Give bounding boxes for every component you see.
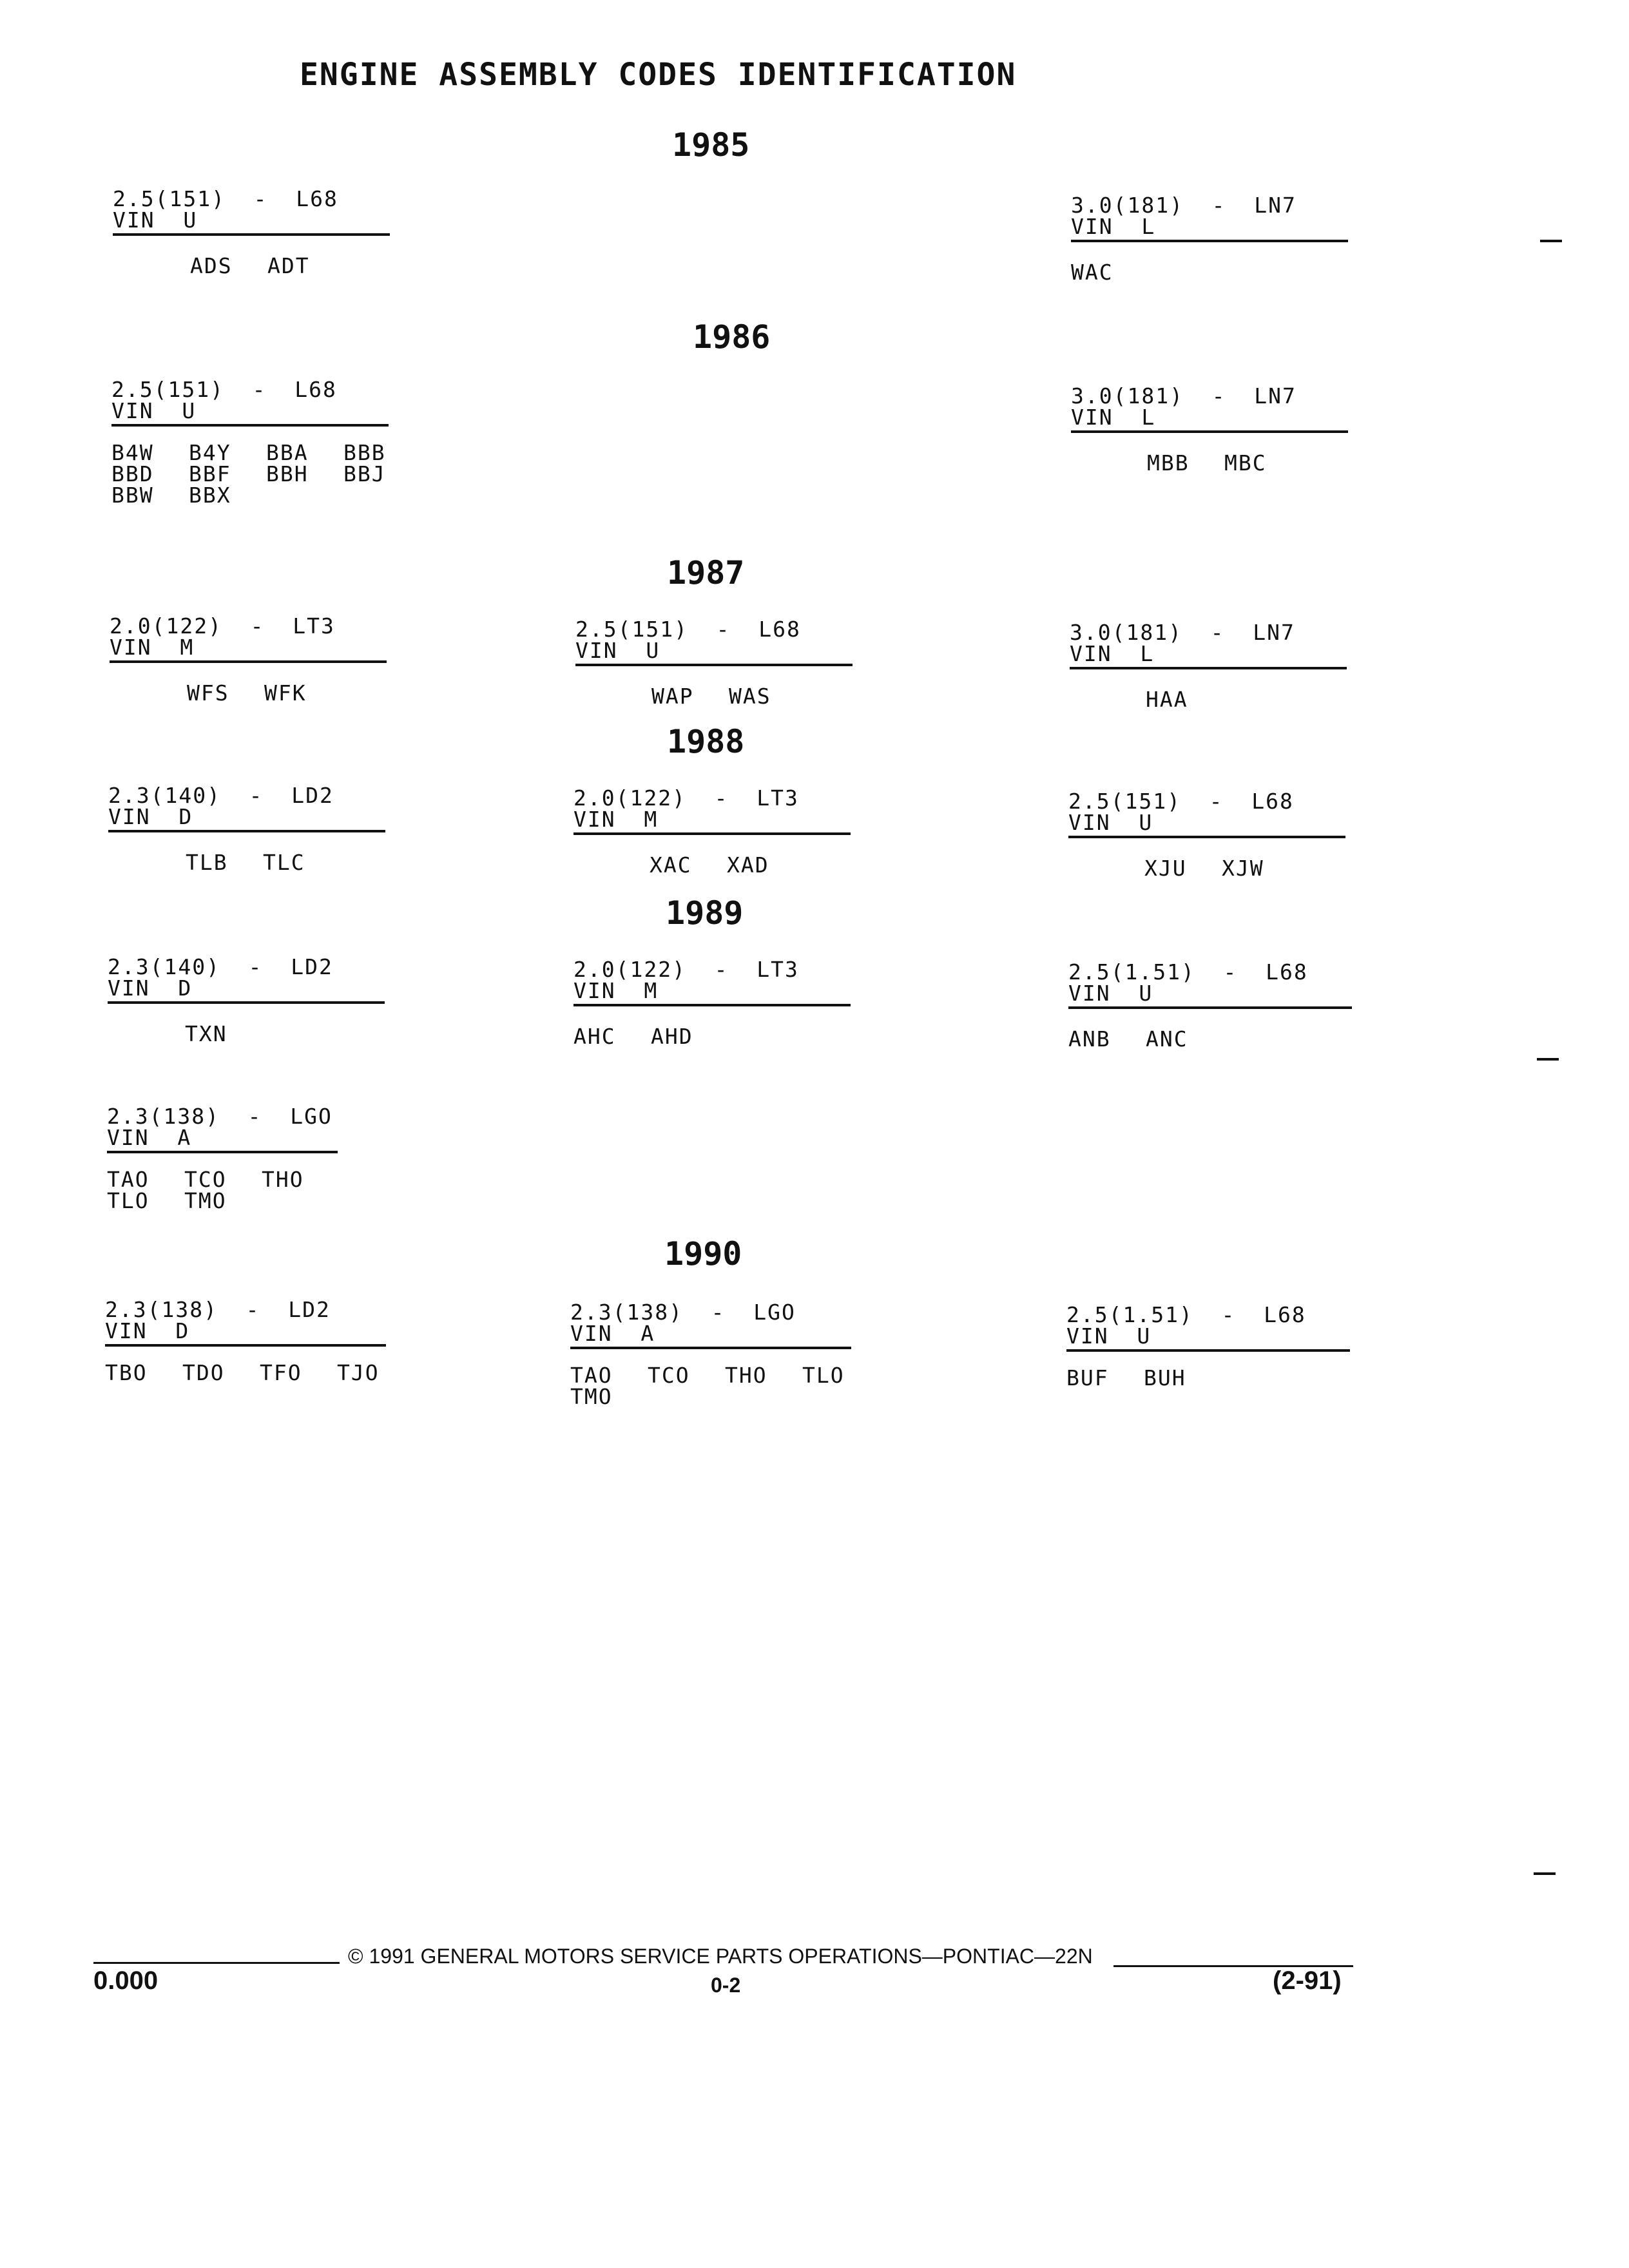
engine-block-1989-lt3 [574, 959, 851, 1047]
engine-codes [574, 1026, 851, 1047]
engine-codes [574, 854, 851, 876]
engine-code: MBB [1147, 450, 1190, 476]
engine-spec: 2.3(138) - LD2 [105, 1297, 331, 1322]
engine-block-1987-ln7 [1070, 622, 1347, 710]
engine-codes [1066, 1367, 1350, 1389]
engine-vin: VIN U [1068, 981, 1153, 1006]
year-heading-1986: 1986 [693, 318, 771, 356]
engine-block-1987-l68 [575, 619, 853, 707]
engine-codes [1070, 689, 1347, 710]
engine-vin: VIN U [1066, 1323, 1152, 1349]
margin-tick-mark [1534, 1872, 1556, 1875]
engine-spec: 2.3(138) - LGO [570, 1300, 796, 1325]
margin-tick-mark [1540, 240, 1562, 242]
engine-block-1989-ld2 [108, 956, 385, 1044]
engine-code: BBH [266, 461, 309, 486]
engine-code: ADS [190, 253, 233, 278]
engine-code: BBJ [343, 461, 386, 486]
engine-code: TLB [186, 850, 228, 875]
engine-code: AHC [574, 1024, 616, 1049]
engine-spec: 3.0(181) - LN7 [1071, 193, 1296, 218]
engine-code: THO [725, 1363, 767, 1388]
engine-block-1988-lt3 [574, 787, 851, 876]
underline-rule [110, 660, 387, 663]
underline-rule [1071, 430, 1348, 433]
engine-code: BUF [1066, 1365, 1109, 1390]
underline-rule [108, 1001, 385, 1004]
engine-vin: VIN D [108, 804, 193, 829]
engine-block-1985-ln7 [1071, 195, 1348, 283]
underline-rule [1068, 836, 1345, 838]
engine-codes [111, 442, 389, 506]
engine-vin: VIN A [570, 1321, 655, 1346]
underline-rule [574, 1004, 851, 1006]
engine-codes [110, 682, 387, 704]
engine-code: TAO [107, 1167, 149, 1192]
engine-codes [575, 686, 853, 707]
engine-code: XJU [1144, 856, 1187, 881]
engine-block-1988-l68 [1068, 791, 1345, 879]
underline-rule [1066, 1349, 1350, 1352]
engine-vin: VIN M [110, 635, 195, 660]
engine-vin: VIN M [574, 807, 659, 832]
engine-code: TDO [182, 1360, 225, 1385]
engine-codes [113, 255, 390, 276]
engine-codes [107, 1169, 338, 1211]
engine-code: XJW [1222, 856, 1264, 881]
engine-code: TMO [570, 1384, 613, 1409]
engine-code: BBA [266, 440, 309, 465]
underline-rule [107, 1151, 338, 1153]
underline-rule [1068, 1006, 1352, 1009]
engine-code: BBX [189, 483, 231, 508]
engine-block-1986-l68 [111, 379, 389, 506]
engine-code: XAC [650, 852, 692, 878]
engine-vin: VIN D [105, 1318, 190, 1343]
engine-spec: 2.0(122) - LT3 [574, 785, 799, 811]
engine-code: B4Y [189, 440, 231, 465]
engine-code: ANC [1146, 1026, 1188, 1052]
engine-code: TCO [184, 1167, 227, 1192]
engine-codes [1071, 452, 1348, 474]
engine-code: MBC [1224, 450, 1267, 476]
underline-rule [113, 233, 390, 236]
footer-page-number: 0-2 [711, 1974, 741, 1997]
engine-codes [570, 1365, 851, 1407]
engine-code: TLO [107, 1188, 149, 1213]
engine-block-1987-lt3 [110, 615, 387, 704]
engine-spec: 3.0(181) - LN7 [1070, 620, 1295, 645]
engine-code: XAD [727, 852, 769, 878]
footer-rule-left [93, 1962, 340, 1964]
engine-codes [108, 852, 385, 873]
engine-codes [1068, 858, 1345, 879]
engine-code: WFS [187, 680, 229, 706]
engine-code: TLO [802, 1363, 845, 1388]
engine-block-1989-l68 [1068, 961, 1352, 1050]
margin-tick-mark [1537, 1058, 1559, 1061]
underline-rule [570, 1347, 851, 1349]
underline-rule [1071, 240, 1348, 242]
engine-code: BBF [189, 461, 231, 486]
engine-code: BBB [343, 440, 386, 465]
engine-spec: 2.5(151) - L68 [575, 617, 801, 642]
engine-code: TBO [105, 1360, 148, 1385]
engine-code: AHD [651, 1024, 693, 1049]
engine-spec: 2.3(140) - LD2 [108, 954, 333, 979]
footer-copyright: © 1991 GENERAL MOTORS SERVICE PARTS OPERATIONS—PONTIAC—22N [348, 1945, 1093, 1968]
engine-code: HAA [1146, 687, 1188, 712]
engine-vin: VIN U [1068, 810, 1153, 835]
engine-vin: VIN L [1071, 214, 1156, 239]
footer-section-number: 0.000 [93, 1966, 159, 1995]
engine-code: BBW [111, 483, 154, 508]
engine-spec: 2.0(122) - LT3 [574, 957, 799, 982]
engine-code: TLC [263, 850, 305, 875]
engine-codes [105, 1362, 386, 1383]
year-heading-1985: 1985 [672, 126, 750, 164]
engine-code: ANB [1068, 1026, 1111, 1052]
underline-rule [574, 832, 851, 835]
engine-codes [1071, 262, 1348, 283]
underline-rule [575, 664, 853, 666]
engine-code: WAS [729, 684, 771, 709]
engine-vin: VIN D [108, 975, 193, 1001]
underline-rule [1070, 667, 1347, 669]
year-heading-1988: 1988 [667, 723, 745, 760]
engine-block-1990-lgo [570, 1302, 851, 1407]
engine-spec: 2.5(151) - L68 [1068, 789, 1294, 814]
engine-block-1988-ld2 [108, 785, 385, 873]
engine-code: TXN [185, 1021, 227, 1046]
engine-spec: 3.0(181) - LN7 [1071, 383, 1296, 408]
footer-date-code: (2-91) [1273, 1966, 1342, 1995]
engine-block-1990-l68 [1066, 1304, 1350, 1389]
engine-vin: VIN U [113, 207, 198, 233]
engine-spec: 2.3(140) - LD2 [108, 783, 334, 808]
engine-vin: VIN L [1071, 405, 1156, 430]
engine-code: WAP [651, 684, 694, 709]
engine-vin: VIN U [111, 398, 197, 423]
engine-code: TCO [648, 1363, 690, 1388]
engine-code: BBD [111, 461, 154, 486]
underline-rule [108, 830, 385, 832]
engine-code: ADT [267, 253, 310, 278]
year-heading-1989: 1989 [666, 894, 744, 932]
engine-code: TAO [570, 1363, 613, 1388]
engine-spec: 2.5(1.51) - L68 [1068, 959, 1308, 985]
engine-spec: 2.5(151) - L68 [113, 186, 338, 211]
underline-rule [111, 424, 389, 427]
engine-code: THO [262, 1167, 304, 1192]
engine-codes [1068, 1028, 1352, 1050]
engine-code: BUH [1144, 1365, 1186, 1390]
engine-block-1990-ld2 [105, 1299, 386, 1383]
engine-vin: VIN M [574, 978, 659, 1003]
engine-spec: 2.0(122) - LT3 [110, 613, 335, 639]
engine-codes [108, 1023, 385, 1044]
engine-code: TFO [260, 1360, 302, 1385]
engine-code: B4W [111, 440, 154, 465]
engine-block-1986-ln7 [1071, 385, 1348, 474]
engine-code: TMO [184, 1188, 227, 1213]
engine-code: TJO [337, 1360, 380, 1385]
year-heading-1987: 1987 [667, 554, 745, 591]
page-title: ENGINE ASSEMBLY CODES IDENTIFICATION [300, 57, 1017, 93]
engine-spec: 2.5(151) - L68 [111, 377, 337, 402]
year-heading-1990: 1990 [664, 1235, 742, 1273]
engine-spec: 2.5(1.51) - L68 [1066, 1302, 1306, 1327]
engine-block-1989-lgo [107, 1106, 338, 1211]
engine-spec: 2.3(138) - LGO [107, 1104, 333, 1129]
underline-rule [105, 1344, 386, 1347]
engine-code: WFK [264, 680, 307, 706]
engine-vin: VIN U [575, 638, 660, 663]
engine-block-1985-l68 [113, 188, 390, 276]
engine-vin: VIN L [1070, 641, 1155, 666]
engine-code: WAC [1071, 260, 1113, 285]
engine-vin: VIN A [107, 1125, 192, 1150]
